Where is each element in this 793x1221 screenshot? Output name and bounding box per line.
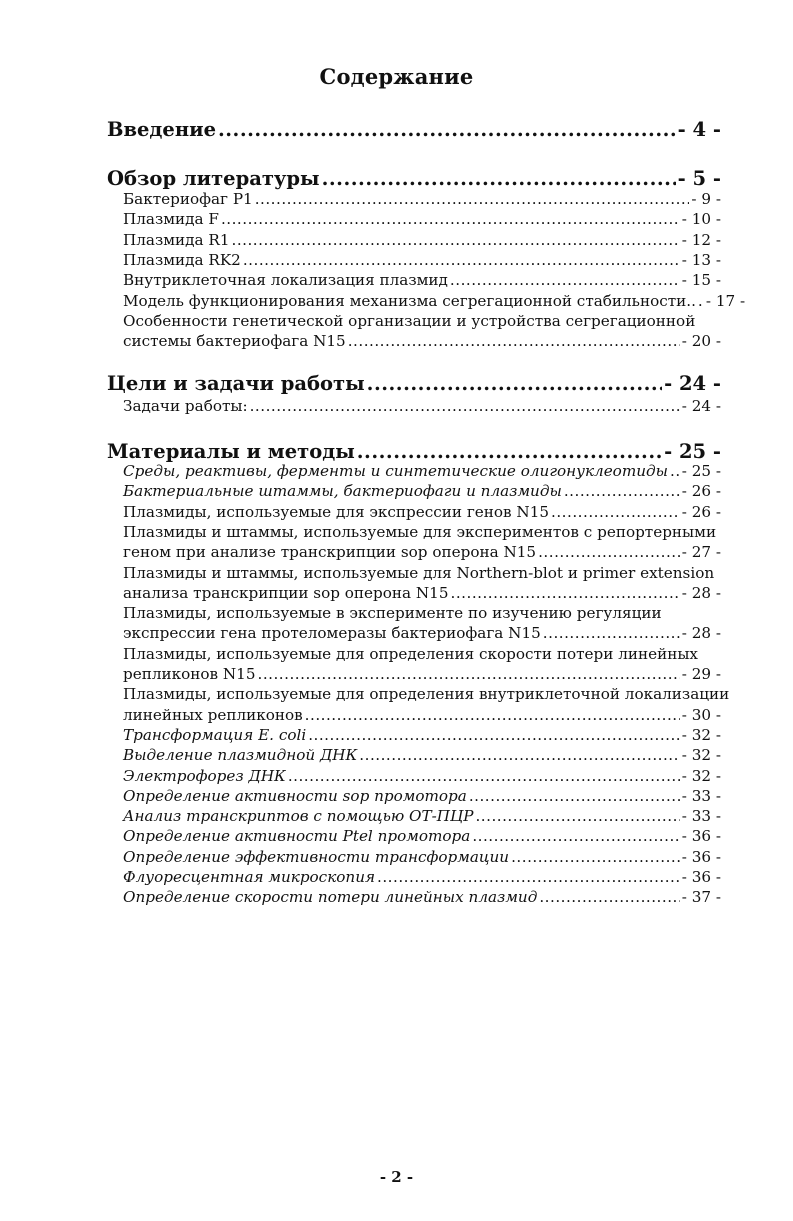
toc-item-page: - 36 - xyxy=(681,827,721,846)
toc-item[interactable] xyxy=(123,482,721,500)
toc-item-page: - 32 - xyxy=(681,746,721,765)
toc-item-label: Определение активности Ptel промотора xyxy=(123,827,471,846)
toc-item[interactable] xyxy=(123,231,721,249)
toc-leader xyxy=(469,787,680,805)
toc-leader xyxy=(250,397,680,415)
toc-leader xyxy=(539,888,679,906)
toc-item-label: Анализ транскриптов с помощью ОТ-ПЦР xyxy=(123,807,474,826)
toc-leader xyxy=(308,726,680,744)
toc-item[interactable] xyxy=(123,746,721,764)
toc-item-page: - 33 - xyxy=(681,786,721,805)
toc-item[interactable] xyxy=(123,291,746,310)
toc-item-label: Бактериальные штаммы, бактериофаги и плазмиды xyxy=(123,482,562,501)
toc-item-page: - 15 - xyxy=(681,271,721,290)
toc-leader xyxy=(255,190,690,208)
toc-leader xyxy=(698,292,704,310)
toc-item[interactable] xyxy=(123,251,721,269)
toc-item-label: линейных репликонов xyxy=(123,705,303,724)
toc-item-label: Задачи работы: xyxy=(123,397,248,415)
toc-item[interactable] xyxy=(123,726,721,744)
toc-item-label: Внутриклеточная локализация плазмид xyxy=(123,271,448,290)
toc-item-page: - 30 - xyxy=(681,705,721,724)
toc-item-page: - 17 - xyxy=(705,291,746,310)
toc-item-label: Флуоресцентная микроскопия xyxy=(123,868,376,886)
toc-item[interactable] xyxy=(123,868,721,886)
toc-item-page: - 25 - xyxy=(681,462,721,480)
toc-leader xyxy=(450,271,680,289)
toc-item[interactable] xyxy=(123,888,721,906)
toc-item-page: - 9 - xyxy=(691,190,721,208)
toc-item[interactable] xyxy=(123,503,721,521)
toc-section-page: - 25 - xyxy=(664,440,721,463)
toc-item[interactable] xyxy=(123,332,721,350)
toc-item-page: - 29 - xyxy=(681,665,721,683)
toc-item-label: экспрессии гена протеломеразы бактериофага N15 xyxy=(123,624,541,643)
toc-item-page: - 36 - xyxy=(681,868,721,886)
toc-item-page: - 28 - xyxy=(681,624,721,643)
page-title: Содержание xyxy=(319,64,474,89)
toc-leader xyxy=(543,624,680,642)
toc-item[interactable] xyxy=(123,848,721,866)
toc-item-label: Выделение плазмидной ДНК xyxy=(123,746,358,765)
toc-leader xyxy=(377,868,680,886)
toc-item[interactable] xyxy=(123,807,721,825)
toc-item-label: Плазмиды, используемые для экспрессии генов N15 xyxy=(123,502,550,521)
toc-item-line: Плазмиды, используемые для определения скорости потери линейных xyxy=(123,644,698,663)
toc-section-label: Цели и задачи работы xyxy=(107,372,365,395)
toc-leader xyxy=(451,584,680,602)
toc-item-page: - 37 - xyxy=(681,888,721,907)
toc-item-line: Плазмиды, используемые для определения внутриклеточной локализации xyxy=(123,685,730,704)
toc-item-page: - 32 - xyxy=(681,725,721,744)
toc-item-line: Плазмиды, используемые в эксперименте по изучению регуляции xyxy=(123,604,662,623)
toc-item[interactable] xyxy=(123,462,721,480)
toc-item-page: - 12 - xyxy=(681,230,721,249)
toc-item-label: Бактериофаг P1 xyxy=(123,190,253,208)
toc-item-line: Плазмиды и штаммы, используемые для Northern-blot и primer extension xyxy=(123,563,715,582)
toc-leader xyxy=(243,251,680,269)
toc-item-page: - 26 - xyxy=(681,502,721,521)
toc-section-page: - 4 - xyxy=(677,118,721,141)
toc-item-page: - 24 - xyxy=(681,397,721,415)
toc-leader xyxy=(348,332,680,350)
toc-leader xyxy=(564,482,680,500)
toc-item[interactable] xyxy=(123,271,721,289)
toc-section-page: - 24 - xyxy=(664,372,721,395)
toc-item[interactable] xyxy=(123,190,721,208)
toc-section[interactable] xyxy=(107,167,721,190)
toc-leader xyxy=(367,372,662,395)
toc-item[interactable] xyxy=(123,397,721,415)
toc-section[interactable] xyxy=(107,372,721,395)
toc-item[interactable] xyxy=(123,210,721,228)
toc-item-label: системы бактериофага N15 xyxy=(123,332,346,351)
toc-leader xyxy=(359,746,679,764)
toc-leader xyxy=(538,543,680,561)
toc-leader xyxy=(472,827,679,845)
toc-section-page: - 5 - xyxy=(677,167,721,190)
toc-item-label: геном при анализе транскрипции sop оперона N15 xyxy=(123,543,537,562)
toc-item-label: Плазмида RK2 xyxy=(123,250,241,269)
toc-item-page: - 32 - xyxy=(681,766,721,785)
toc-item-label: репликонов N15 xyxy=(123,665,256,683)
toc-leader xyxy=(305,706,680,724)
toc-item-line: Особенности генетической организации и устройства сегрегационной xyxy=(123,311,696,330)
toc-leader xyxy=(322,167,676,190)
toc-item[interactable] xyxy=(123,584,721,602)
toc-section[interactable] xyxy=(107,440,721,463)
toc-item[interactable] xyxy=(123,665,721,683)
toc-leader xyxy=(475,807,679,825)
toc-leader xyxy=(670,462,680,480)
toc-leader xyxy=(357,440,662,463)
toc-item-label: Плазмида F xyxy=(123,210,219,229)
toc-leader xyxy=(218,118,676,141)
toc-leader xyxy=(551,503,680,521)
toc-item-label: Модель функционирования механизма сегрегационной стабильности.. xyxy=(123,291,696,310)
toc-item-label: Электрофорез ДНК xyxy=(123,766,286,785)
toc-item[interactable] xyxy=(123,767,721,785)
toc-item-page: - 13 - xyxy=(681,250,721,269)
toc-item-page: - 33 - xyxy=(681,807,721,826)
toc-item-line: Плазмиды и штаммы, используемые для экспериментов с репортерными xyxy=(123,522,717,541)
toc-section-label: Обзор литературы xyxy=(107,167,320,190)
toc-item-page: - 20 - xyxy=(681,332,721,351)
toc-item[interactable] xyxy=(123,624,721,642)
toc-item-label: Определение активности sop промотора xyxy=(123,786,467,805)
toc-leader xyxy=(288,767,680,785)
toc-section-label: Введение xyxy=(107,118,216,141)
toc-item-label: Определение скорости потери линейных плазмид xyxy=(123,888,538,907)
toc-item[interactable] xyxy=(123,706,721,724)
page-number: - 2 - xyxy=(379,1168,414,1186)
toc-item-label: Плазмида R1 xyxy=(123,230,230,249)
toc-item[interactable] xyxy=(123,787,721,805)
toc-item-page: - 28 - xyxy=(681,583,721,602)
toc-item[interactable] xyxy=(123,827,721,845)
toc-leader xyxy=(221,210,680,228)
toc-leader xyxy=(258,665,680,683)
toc-section-label: Материалы и методы xyxy=(107,440,355,463)
toc-item-page: - 26 - xyxy=(681,482,721,501)
toc-item-label: анализа транскрипции sop оперона N15 xyxy=(123,583,449,602)
toc-item-page: - 10 - xyxy=(681,210,721,229)
toc-item-label: Определение эффективности трансформации xyxy=(123,847,510,866)
toc-item[interactable] xyxy=(123,543,721,561)
toc-item-page: - 27 - xyxy=(681,543,721,562)
toc-leader xyxy=(511,848,680,866)
toc-item-label: Трансформация E. coli xyxy=(123,725,307,744)
toc-leader xyxy=(232,231,680,249)
toc-item-page: - 36 - xyxy=(681,847,721,866)
toc-section[interactable] xyxy=(107,118,721,141)
toc-item-label: Среды, реактивы, ферменты и синтетические олигонуклеотиды xyxy=(123,462,668,480)
